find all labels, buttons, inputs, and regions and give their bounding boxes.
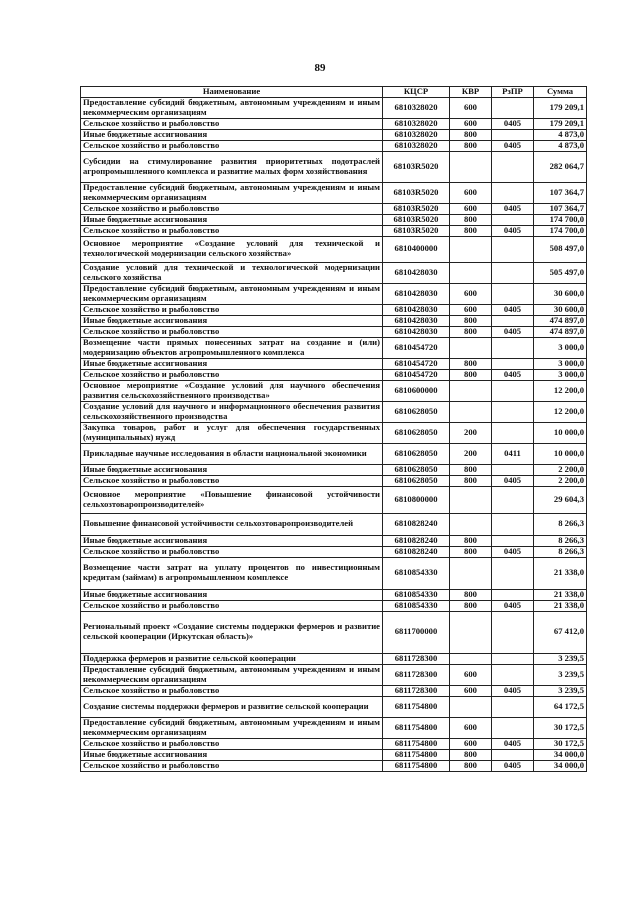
- row-name: Предоставление субсидий бюджетным, автономным учреждениям и иным некоммерческим организациям: [81, 283, 383, 304]
- row-kvr: [450, 513, 492, 535]
- row-rzpr: [492, 151, 534, 182]
- row-kcsr: 6811728300: [383, 685, 450, 696]
- table-row: [81, 600, 587, 611]
- row-sum: 2 200,0: [534, 475, 587, 486]
- row-kcsr: 6810428030: [383, 326, 450, 337]
- row-sum: 4 873,0: [534, 129, 587, 140]
- row-name: Создание условий для научного и информационного обеспечения развития сельскохозяйственного производства: [81, 401, 383, 422]
- table-row: [81, 401, 587, 422]
- table-row: [81, 717, 587, 738]
- row-name: Основное мероприятие «Создание условий для научного обеспечения развития сельскохозяйственного производства»: [81, 380, 383, 401]
- row-kvr: [450, 151, 492, 182]
- row-kvr: 800: [450, 546, 492, 557]
- row-rzpr: 0405: [492, 760, 534, 771]
- row-name: Сельское хозяйство и рыболовство: [81, 369, 383, 380]
- table-row: [81, 140, 587, 151]
- table-row: [81, 443, 587, 464]
- row-sum: 179 209,1: [534, 98, 587, 119]
- row-rzpr: [492, 653, 534, 664]
- row-name: Иные бюджетные ассигнования: [81, 464, 383, 475]
- table-row: [81, 738, 587, 749]
- row-sum: 67 412,0: [534, 611, 587, 653]
- row-sum: 3 239,5: [534, 664, 587, 685]
- row-kcsr: 6810328020: [383, 118, 450, 129]
- table-row: [81, 214, 587, 225]
- table-row: [81, 118, 587, 129]
- row-rzpr: [492, 98, 534, 119]
- row-kvr: 800: [450, 225, 492, 236]
- row-kvr: 600: [450, 182, 492, 203]
- table-row: [81, 760, 587, 771]
- table-row: [81, 696, 587, 717]
- row-name: Сельское хозяйство и рыболовство: [81, 304, 383, 315]
- row-rzpr: [492, 664, 534, 685]
- row-sum: 34 000,0: [534, 760, 587, 771]
- row-kvr: 800: [450, 326, 492, 337]
- row-kvr: 800: [450, 464, 492, 475]
- row-kvr: 600: [450, 738, 492, 749]
- row-rzpr: [492, 717, 534, 738]
- table-row: [81, 749, 587, 760]
- table-row: [81, 262, 587, 283]
- row-kvr: 600: [450, 98, 492, 119]
- row-rzpr: 0405: [492, 140, 534, 151]
- row-sum: 4 873,0: [534, 140, 587, 151]
- row-kvr: 800: [450, 369, 492, 380]
- row-name: Создание системы поддержки фермеров и развитие сельской кооперации: [81, 696, 383, 717]
- row-rzpr: 0405: [492, 203, 534, 214]
- row-kcsr: 6810400000: [383, 236, 450, 262]
- row-name: Иные бюджетные ассигнования: [81, 749, 383, 760]
- row-kcsr: 6810800000: [383, 486, 450, 513]
- row-kvr: 800: [450, 214, 492, 225]
- row-kvr: [450, 236, 492, 262]
- row-rzpr: [492, 513, 534, 535]
- row-rzpr: [492, 401, 534, 422]
- row-name: Возмещение части прямых понесенных затрат на создание и (или) модернизацию объектов агропромышленного комплекса: [81, 337, 383, 358]
- row-name: Иные бюджетные ассигнования: [81, 214, 383, 225]
- row-name: Сельское хозяйство и рыболовство: [81, 760, 383, 771]
- row-rzpr: [492, 557, 534, 589]
- table-row: [81, 513, 587, 535]
- row-kvr: [450, 486, 492, 513]
- row-name: Сельское хозяйство и рыболовство: [81, 600, 383, 611]
- row-sum: 21 338,0: [534, 600, 587, 611]
- row-sum: 3 000,0: [534, 369, 587, 380]
- table-row: [81, 422, 587, 443]
- table-header-row: [81, 87, 587, 98]
- row-kvr: 800: [450, 749, 492, 760]
- row-kvr: 200: [450, 422, 492, 443]
- row-name: Поддержка фермеров и развитие сельской кооперации: [81, 653, 383, 664]
- row-sum: 505 497,0: [534, 262, 587, 283]
- table-row: [81, 535, 587, 546]
- row-rzpr: [492, 380, 534, 401]
- row-sum: 21 338,0: [534, 557, 587, 589]
- row-rzpr: 0405: [492, 225, 534, 236]
- row-kvr: 800: [450, 535, 492, 546]
- row-kcsr: 6811754800: [383, 717, 450, 738]
- row-sum: 3 000,0: [534, 337, 587, 358]
- row-kcsr: 6810454720: [383, 337, 450, 358]
- row-name: Сельское хозяйство и рыболовство: [81, 203, 383, 214]
- row-kcsr: 6810854330: [383, 589, 450, 600]
- row-rzpr: 0405: [492, 600, 534, 611]
- table-row: [81, 475, 587, 486]
- row-name: Сельское хозяйство и рыболовство: [81, 225, 383, 236]
- header-rzpr: РзПР: [492, 87, 534, 98]
- row-kcsr: 6811754800: [383, 738, 450, 749]
- row-kcsr: 6810628050: [383, 422, 450, 443]
- table-row: [81, 611, 587, 653]
- row-rzpr: [492, 422, 534, 443]
- row-rzpr: [492, 486, 534, 513]
- table-row: [81, 151, 587, 182]
- header-kcsr: КЦСР: [383, 87, 450, 98]
- row-rzpr: [492, 214, 534, 225]
- table-row: [81, 98, 587, 119]
- row-kcsr: 6810428030: [383, 262, 450, 283]
- row-kvr: [450, 401, 492, 422]
- row-name: Предоставление субсидий бюджетным, автономным учреждениям и иным некоммерческим организациям: [81, 182, 383, 203]
- table-row: [81, 369, 587, 380]
- row-kcsr: 68103R5020: [383, 225, 450, 236]
- row-rzpr: 0405: [492, 369, 534, 380]
- row-sum: 34 000,0: [534, 749, 587, 760]
- row-rzpr: [492, 611, 534, 653]
- row-kvr: [450, 653, 492, 664]
- row-name: Сельское хозяйство и рыболовство: [81, 738, 383, 749]
- row-rzpr: 0405: [492, 475, 534, 486]
- row-kvr: 800: [450, 760, 492, 771]
- row-kvr: 800: [450, 129, 492, 140]
- table-row: [81, 685, 587, 696]
- row-rzpr: [492, 236, 534, 262]
- row-sum: 30 600,0: [534, 304, 587, 315]
- row-sum: 10 000,0: [534, 422, 587, 443]
- row-sum: 30 600,0: [534, 283, 587, 304]
- row-kcsr: 68103R5020: [383, 214, 450, 225]
- header-name: Наименование: [81, 87, 383, 98]
- row-sum: 21 338,0: [534, 589, 587, 600]
- row-kcsr: 6810828240: [383, 546, 450, 557]
- row-sum: 179 209,1: [534, 118, 587, 129]
- row-kvr: [450, 696, 492, 717]
- table-row: [81, 358, 587, 369]
- row-name: Иные бюджетные ассигнования: [81, 589, 383, 600]
- row-rzpr: 0405: [492, 304, 534, 315]
- row-name: Сельское хозяйство и рыболовство: [81, 475, 383, 486]
- row-name: Иные бюджетные ассигнования: [81, 315, 383, 326]
- row-name: Сельское хозяйство и рыболовство: [81, 118, 383, 129]
- row-kcsr: 6810628050: [383, 443, 450, 464]
- row-kcsr: 6811728300: [383, 664, 450, 685]
- row-sum: 8 266,3: [534, 535, 587, 546]
- row-kvr: 600: [450, 717, 492, 738]
- row-rzpr: 0405: [492, 118, 534, 129]
- row-rzpr: 0405: [492, 685, 534, 696]
- row-sum: 29 604,3: [534, 486, 587, 513]
- table-body: [81, 98, 587, 772]
- table-row: [81, 236, 587, 262]
- row-name: Основное мероприятие «Создание условий для технической и технологической модернизации сельского хозяйства»: [81, 236, 383, 262]
- row-kcsr: 6811754800: [383, 696, 450, 717]
- row-kcsr: 6810600000: [383, 380, 450, 401]
- row-name: Иные бюджетные ассигнования: [81, 535, 383, 546]
- row-rzpr: [492, 283, 534, 304]
- row-kcsr: 68103R5020: [383, 151, 450, 182]
- row-kvr: [450, 557, 492, 589]
- row-kvr: 600: [450, 203, 492, 214]
- table-row: [81, 203, 587, 214]
- row-name: Сельское хозяйство и рыболовство: [81, 326, 383, 337]
- row-name: Региональный проект «Создание системы поддержки фермеров и развитие сельской кооперации (Иркутская область)»: [81, 611, 383, 653]
- row-rzpr: [492, 262, 534, 283]
- row-sum: 8 266,3: [534, 546, 587, 557]
- row-kvr: 800: [450, 358, 492, 369]
- table-row: [81, 557, 587, 589]
- row-kcsr: 68103R5020: [383, 203, 450, 214]
- row-sum: 30 172,5: [534, 717, 587, 738]
- table-row: [81, 546, 587, 557]
- row-rzpr: 0405: [492, 738, 534, 749]
- header-sum: Сумма: [534, 87, 587, 98]
- row-kvr: 800: [450, 140, 492, 151]
- row-kvr: [450, 380, 492, 401]
- row-sum: 107 364,7: [534, 203, 587, 214]
- row-name: Закупка товаров, работ и услуг для обеспечения государственных (муниципальных) нужд: [81, 422, 383, 443]
- row-kcsr: 6810454720: [383, 358, 450, 369]
- table-row: [81, 315, 587, 326]
- row-kcsr: 68103R5020: [383, 182, 450, 203]
- row-kcsr: 6810328020: [383, 129, 450, 140]
- row-name: Предоставление субсидий бюджетным, автономным учреждениям и иным некоммерческим организациям: [81, 717, 383, 738]
- row-kcsr: 6810628050: [383, 464, 450, 475]
- row-name: Предоставление субсидий бюджетным, автономным учреждениям и иным некоммерческим организациям: [81, 664, 383, 685]
- table-row: [81, 464, 587, 475]
- table-row: [81, 589, 587, 600]
- row-sum: 64 172,5: [534, 696, 587, 717]
- row-sum: 508 497,0: [534, 236, 587, 262]
- row-kcsr: 6810854330: [383, 600, 450, 611]
- table-row: [81, 653, 587, 664]
- row-kcsr: 6810628050: [383, 401, 450, 422]
- row-sum: 3 239,5: [534, 653, 587, 664]
- row-kvr: 200: [450, 443, 492, 464]
- row-kcsr: 6810854330: [383, 557, 450, 589]
- row-name: Иные бюджетные ассигнования: [81, 129, 383, 140]
- row-rzpr: [492, 749, 534, 760]
- row-sum: 30 172,5: [534, 738, 587, 749]
- row-sum: 8 266,3: [534, 513, 587, 535]
- row-kcsr: 6810328020: [383, 140, 450, 151]
- row-rzpr: [492, 315, 534, 326]
- page-number: 89: [314, 62, 326, 74]
- row-sum: 12 200,0: [534, 380, 587, 401]
- row-rzpr: [492, 129, 534, 140]
- row-rzpr: [492, 358, 534, 369]
- row-rzpr: [492, 464, 534, 475]
- row-rzpr: [492, 337, 534, 358]
- row-sum: 107 364,7: [534, 182, 587, 203]
- row-kvr: [450, 611, 492, 653]
- row-name: Создание условий для технической и технологической модернизации сельского хозяйства: [81, 262, 383, 283]
- table-row: [81, 486, 587, 513]
- row-rzpr: 0405: [492, 546, 534, 557]
- table-row: [81, 337, 587, 358]
- row-rzpr: [492, 696, 534, 717]
- row-sum: 282 064,7: [534, 151, 587, 182]
- row-name: Возмещение части затрат на уплату процентов по инвестиционным кредитам (займам) в агропромышленном комплексе: [81, 557, 383, 589]
- row-kcsr: 6810428030: [383, 283, 450, 304]
- row-kcsr: 6810328020: [383, 98, 450, 119]
- row-kvr: 800: [450, 589, 492, 600]
- row-kcsr: 6810828240: [383, 513, 450, 535]
- row-kvr: 800: [450, 600, 492, 611]
- row-sum: 10 000,0: [534, 443, 587, 464]
- table-row: [81, 182, 587, 203]
- table-row: [81, 225, 587, 236]
- row-sum: 3 239,5: [534, 685, 587, 696]
- row-name: Основное мероприятие «Повышение финансовой устойчивости сельхозтоваропроизводителей»: [81, 486, 383, 513]
- row-name: Повышение финансовой устойчивости сельхозтоваропроизводителей: [81, 513, 383, 535]
- row-rzpr: [492, 535, 534, 546]
- row-kcsr: 6810454720: [383, 369, 450, 380]
- row-kvr: 800: [450, 315, 492, 326]
- row-kcsr: 6810628050: [383, 475, 450, 486]
- row-kvr: [450, 337, 492, 358]
- row-name: Сельское хозяйство и рыболовство: [81, 685, 383, 696]
- row-name: Иные бюджетные ассигнования: [81, 358, 383, 369]
- row-rzpr: 0405: [492, 326, 534, 337]
- row-kcsr: 6811754800: [383, 749, 450, 760]
- row-kcsr: 6810828240: [383, 535, 450, 546]
- row-sum: 474 897,0: [534, 315, 587, 326]
- row-sum: 12 200,0: [534, 401, 587, 422]
- row-kcsr: 6811754800: [383, 760, 450, 771]
- table-row: [81, 664, 587, 685]
- row-name: Сельское хозяйство и рыболовство: [81, 140, 383, 151]
- row-kcsr: 6810428030: [383, 304, 450, 315]
- row-kcsr: 6811700000: [383, 611, 450, 653]
- row-name: Субсидии на стимулирование развития приоритетных подотраслей агропромышленного комплекса и развитие малых форм хозяйствования: [81, 151, 383, 182]
- row-kvr: 600: [450, 685, 492, 696]
- budget-table: [80, 86, 587, 772]
- row-rzpr: [492, 589, 534, 600]
- row-rzpr: [492, 182, 534, 203]
- header-kvr: КВР: [450, 87, 492, 98]
- row-kvr: 600: [450, 664, 492, 685]
- row-sum: 2 200,0: [534, 464, 587, 475]
- row-sum: 174 700,0: [534, 225, 587, 236]
- table-row: [81, 283, 587, 304]
- row-name: Предоставление субсидий бюджетным, автономным учреждениям и иным некоммерческим организациям: [81, 98, 383, 119]
- row-name: Прикладные научные исследования в области национальной экономики: [81, 443, 383, 464]
- row-kvr: 600: [450, 118, 492, 129]
- row-kcsr: 6811728300: [383, 653, 450, 664]
- row-kvr: [450, 262, 492, 283]
- table-row: [81, 326, 587, 337]
- row-sum: 174 700,0: [534, 214, 587, 225]
- row-kvr: 600: [450, 283, 492, 304]
- table-row: [81, 380, 587, 401]
- table-row: [81, 304, 587, 315]
- row-sum: 3 000,0: [534, 358, 587, 369]
- row-sum: 474 897,0: [534, 326, 587, 337]
- row-kvr: 800: [450, 475, 492, 486]
- row-kvr: 600: [450, 304, 492, 315]
- row-kcsr: 6810428030: [383, 315, 450, 326]
- row-rzpr: 0411: [492, 443, 534, 464]
- row-name: Сельское хозяйство и рыболовство: [81, 546, 383, 557]
- table-row: [81, 129, 587, 140]
